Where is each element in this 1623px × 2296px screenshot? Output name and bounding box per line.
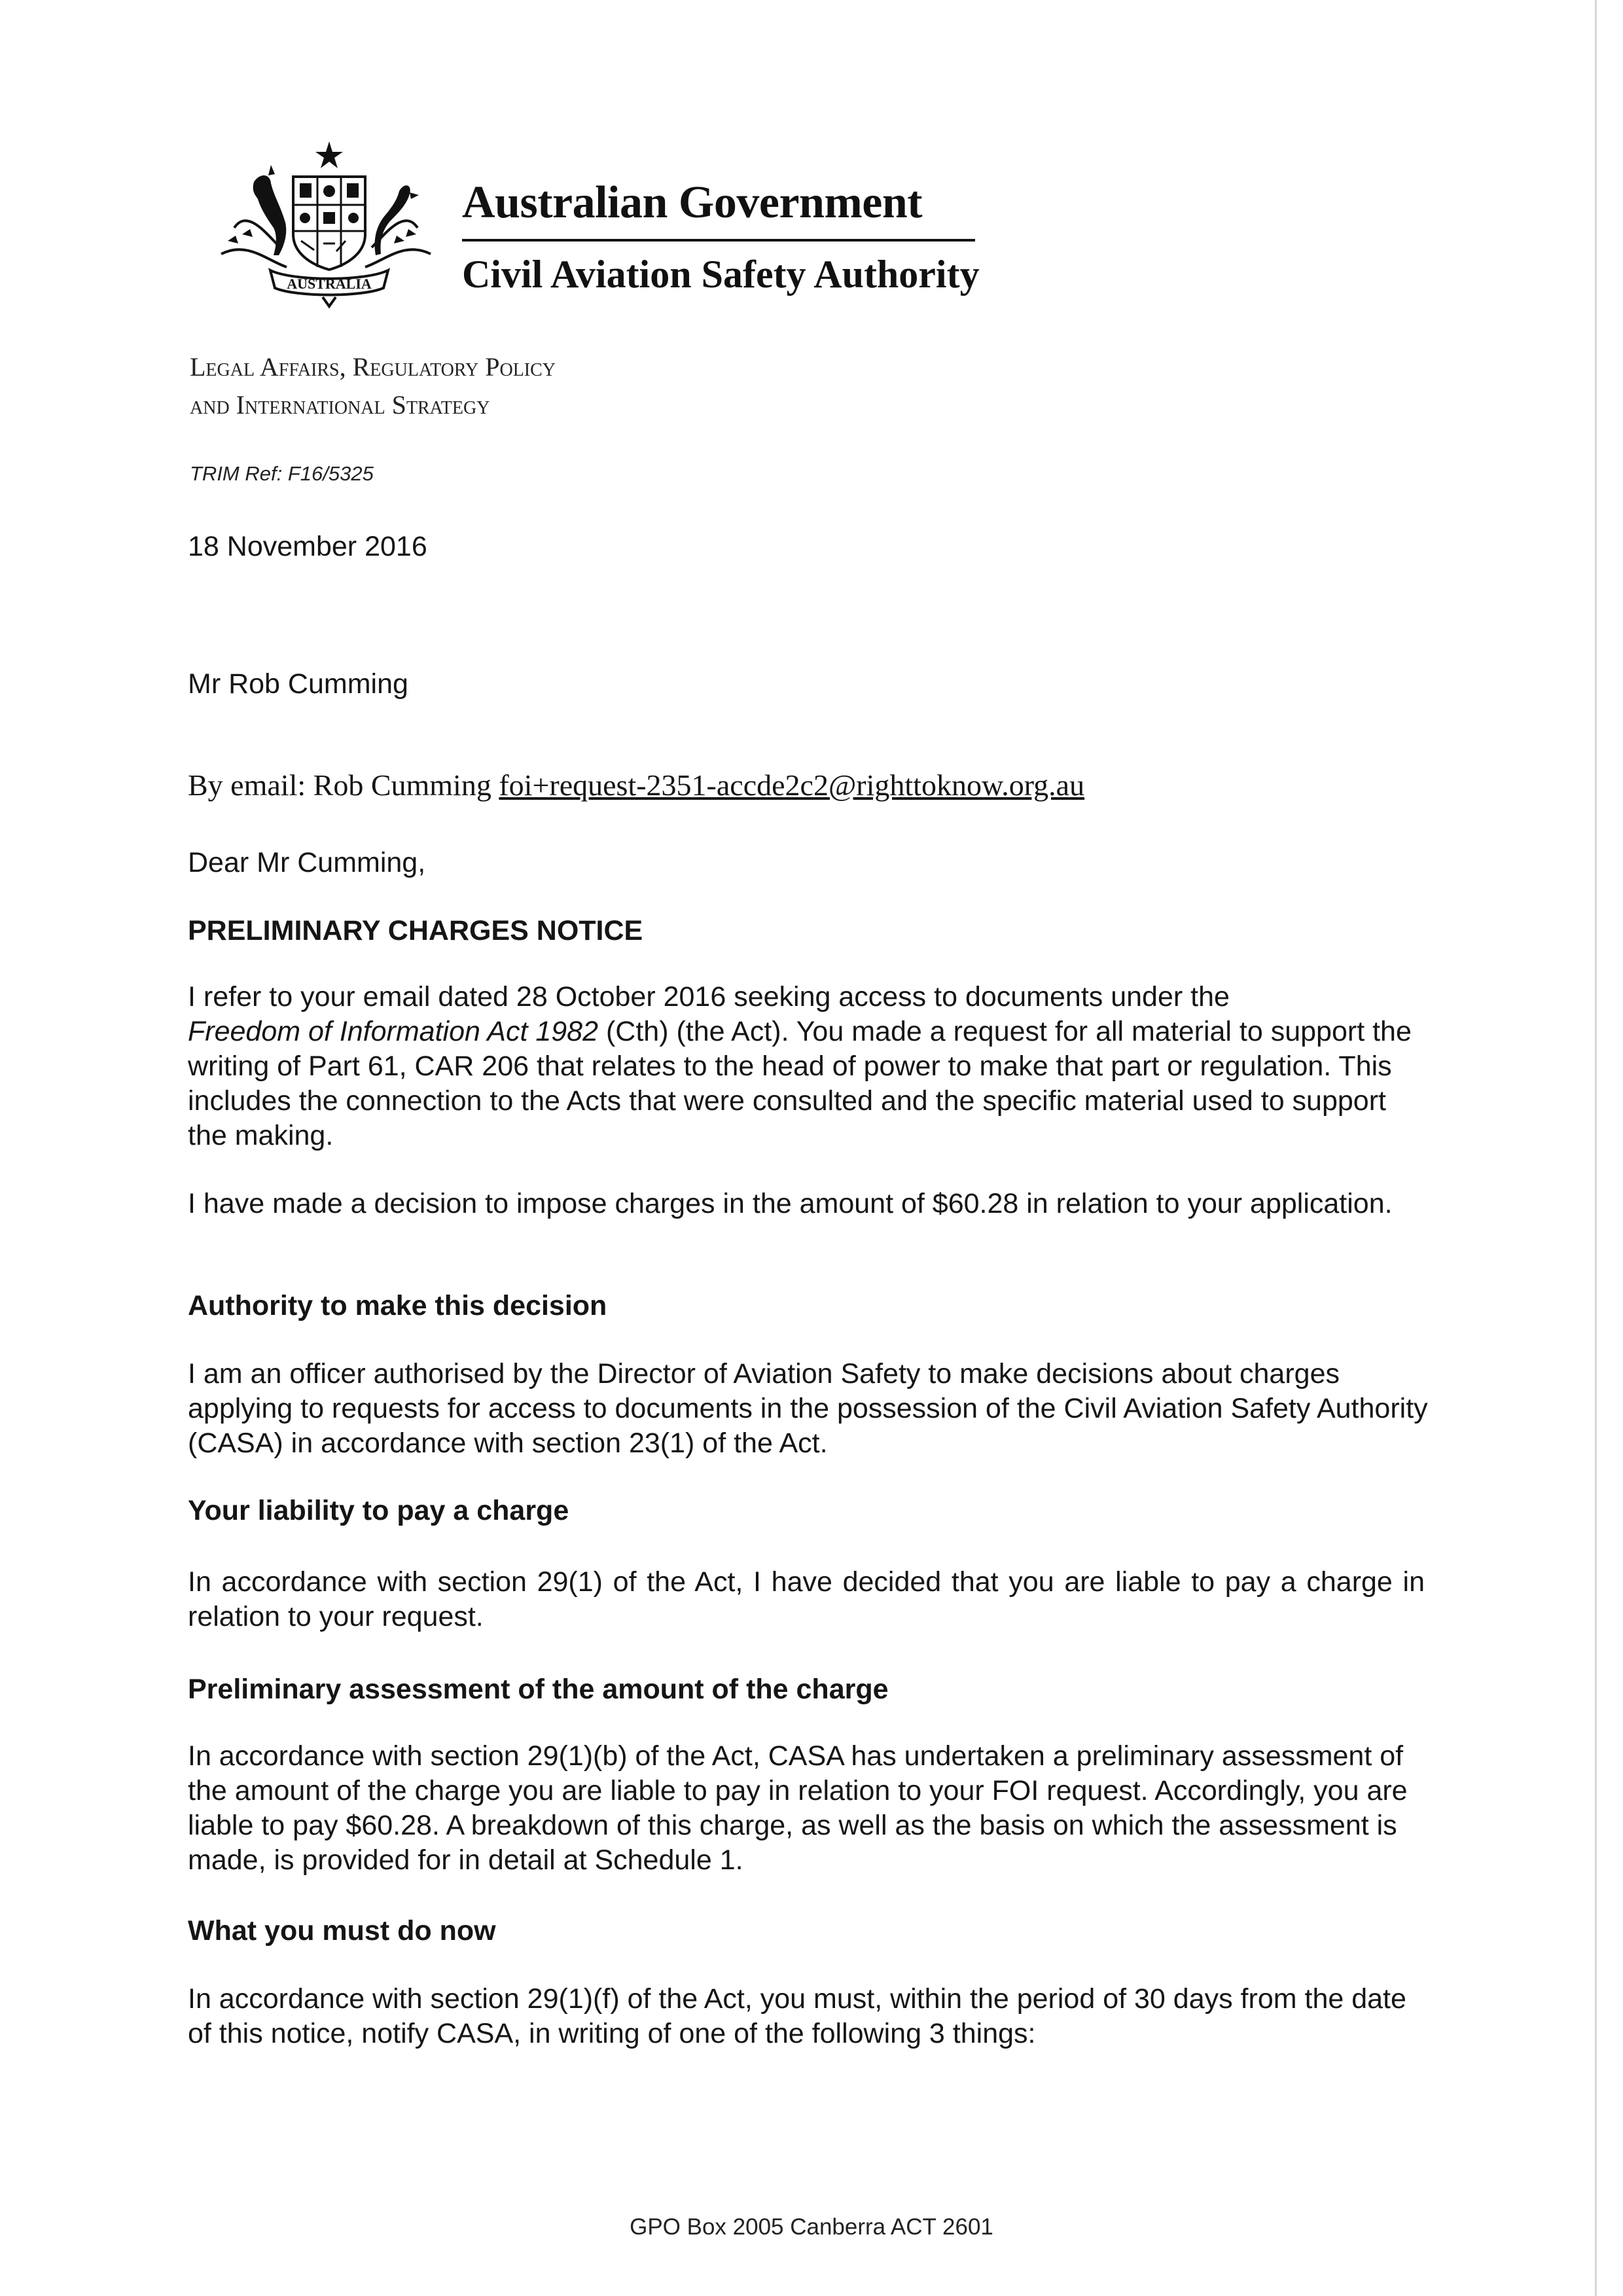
paragraph-liability: In accordance with section 29(1) of the Act, I have decided that you are liable to pay a charge in relation to your request. <box>188 1566 1425 1632</box>
paragraph-authority: I am an officer authorised by the Director of Aviation Safety to make decisions about charges applying to requests for access to documents in the possession of the Civil Aviation Safety Authority (CASA) in accordance with section 23(1) of the Act. <box>188 1358 1428 1459</box>
paragraph-decision: I have made a decision to impose charges in the amount of $60.28 in relation to your application. <box>188 1188 1393 1219</box>
government-title: Australian Government <box>462 177 923 228</box>
heading-next-steps: What you must do now <box>188 1915 496 1946</box>
paragraph-request-intro: I refer to your email dated 28 October 2016 seeking access to documents under the <box>188 981 1230 1013</box>
paragraph-request-detail: (Cth) (the Act). You made a request for all material to support the writing of Part 61, CAR 206 that relates to the head of power to make that part or regulation. This includes the connection to the Acts that were consulted and the specific material used to support the making. <box>188 1016 1412 1151</box>
agency-title: Civil Aviation Safety Authority <box>462 253 980 296</box>
paragraph-request <box>188 980 1431 1153</box>
division-line-2: and International Strategy <box>190 390 490 420</box>
trim-reference: TRIM Ref: F16/5325 <box>190 462 374 485</box>
email-link[interactable]: foi+request-2351-accde2c2@righttoknow.org.au <box>499 768 1085 802</box>
heading-liability: Your liability to pay a charge <box>188 1495 569 1526</box>
heading-assessment: Preliminary assessment of the amount of the charge <box>188 1674 889 1705</box>
division-line-1: Legal Affairs, Regulatory Policy <box>190 352 556 382</box>
heading-authority: Authority to make this decision <box>188 1290 607 1321</box>
coat-of-arms-icon <box>208 136 444 313</box>
letterhead-divider <box>462 239 975 242</box>
email-line <box>188 768 1084 803</box>
paragraph-assessment: In accordance with section 29(1)(b) of the Act, CASA has undertaken a preliminary assessment of the amount of the charge you are liable to pay in relation to your FOI request. Accordingly, you are liable to pay $60.28. A breakdown of this charge, as well as the basis on which the assessment is made, is provided for in detail at Schedule 1. <box>188 1740 1408 1876</box>
crest-ribbon-text: AUSTRALIA <box>287 276 372 292</box>
recipient-name: Mr Rob Cumming <box>188 668 408 700</box>
email-prefix: By email: Rob Cumming <box>188 768 499 802</box>
salutation: Dear Mr Cumming, <box>188 847 426 878</box>
paragraph-next-steps: In accordance with section 29(1)(f) of the Act, you must, within the period of 30 days from the date of this notice, notify CASA, in writing of one of the following 3 things: <box>188 1983 1406 2049</box>
act-title: Freedom of Information Act 1982 <box>188 1016 599 1047</box>
division-name <box>190 348 556 424</box>
notice-title: PRELIMINARY CHARGES NOTICE <box>188 915 643 946</box>
letter-date: 18 November 2016 <box>188 531 427 562</box>
scan-edge-line <box>1595 0 1597 2296</box>
footer-address: GPO Box 2005 Canberra ACT 2601 <box>630 2214 993 2240</box>
